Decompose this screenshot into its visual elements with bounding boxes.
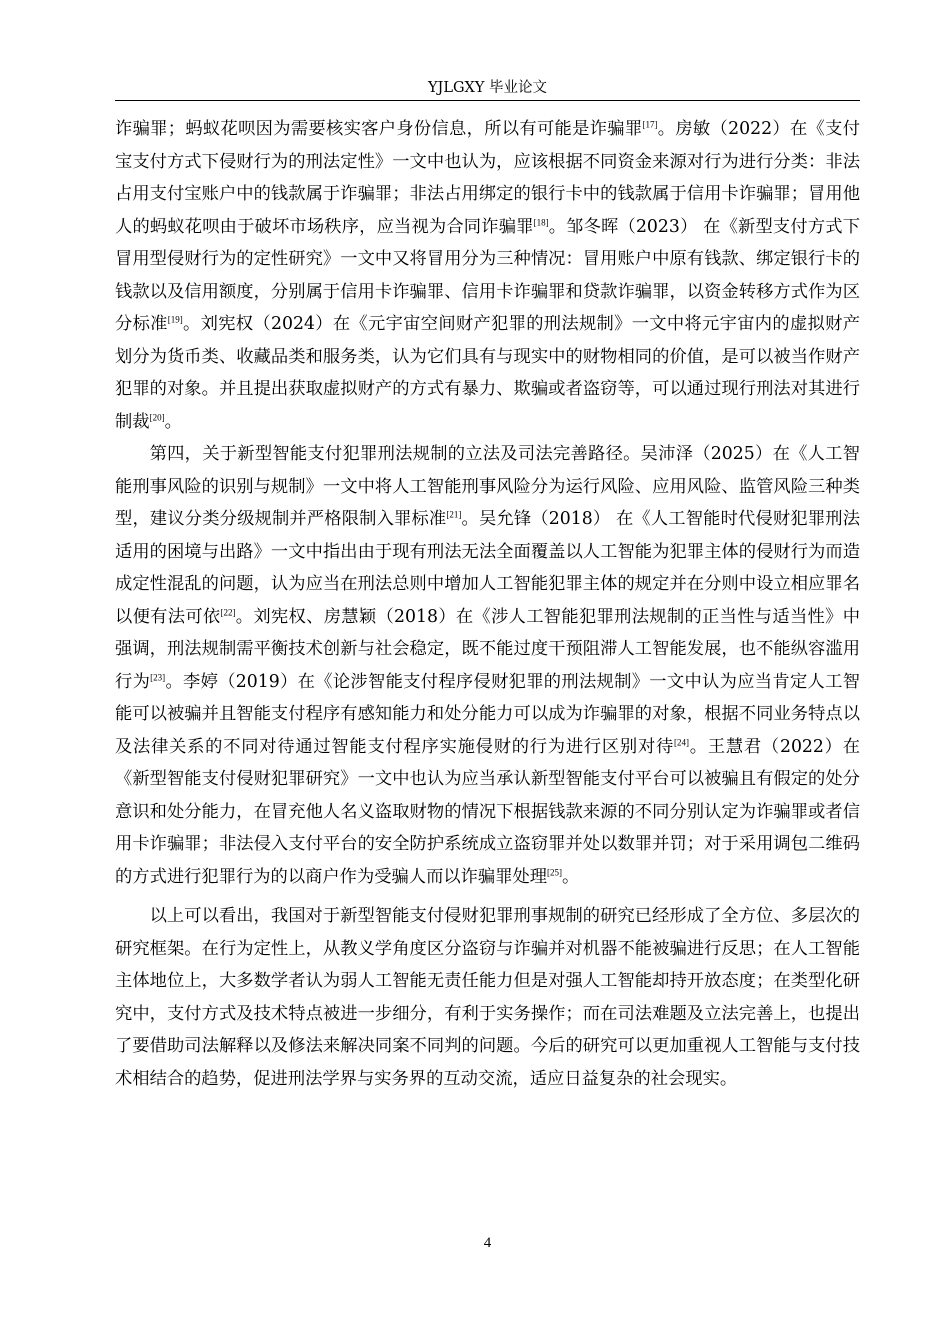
citation-marker: [18] <box>533 216 549 227</box>
running-header: YJLGXY 毕业论文 <box>427 80 548 96</box>
text-run: 。房敏（2022）在《支付宝支付方式下侵财行为的刑法定性》一文中也认为，应该根据不同资金来源对行为进行分类：非法占用支付宝账户中的钱款属于诈骗罪；非法占用绑定的银行卡中的钱款属于信用卡诈骗罪；冒用他人的蚂蚁花呗由于破坏市场秩序，应当视为合同诈骗罪 <box>115 119 860 237</box>
text-run: 。 <box>562 866 580 887</box>
text-run: 。吴允锋（2018） 在《人工智能时代侵财犯罪刑法适用的困境与出路》一文中指出由于现有刑法无法全面覆盖以人工智能为犯罪主体的侵财行为而造成定性混乱的问题，认为应当在刑法总则中增加人工智能犯罪主体的规定并在分则中设立相应罪名以便有法可依 <box>115 509 860 627</box>
text-run: 。刘宪权（2024）在《元宇宙空间财产犯罪的刑法规制》一文中将元宇宙内的虚拟财产划分为货币类、收藏品类和服务类，认为它们具有与现实中的财物相同的价值，是可以被当作财产犯罪的对象。并且提出获取虚拟财产的方式有暴力、欺骗或者盗窃等，可以通过现行刑法对其进行制裁 <box>115 314 860 432</box>
body-paragraph <box>115 438 860 893</box>
text-run: 。王慧君（2022）在《新型智能支付侵财犯罪研究》一文中也认为应当承认新型智能支付平台可以被骗且有假定的处分意识和处分能力，在冒充他人名义盗取财物的情况下根据钱款来源的不同分别认定为诈骗罪或者信用卡诈骗罪；非法侵入支付平台的安全防护系统成立盗窃罪并处以数罪并罚；对于采用调包二维码的方式进行犯罪行为的以商户作为受骗人而以诈骗罪处理 <box>115 736 860 887</box>
page-number: 4 <box>483 1235 492 1251</box>
body-paragraph <box>115 113 860 438</box>
text-run: 。李婷（2019）在《论涉智能支付程序侵财犯罪的刑法规制》一文中认为应当肯定人工智能可以被骗并且智能支付程序有感知能力和处分能力可以成为诈骗罪的对象，根据不同业务特点以及法律关系的不同对待通过智能支付程序实施侵财的行为进行区别对待 <box>115 671 860 757</box>
citation-marker: [22] <box>220 606 236 617</box>
text-run: 。邹冬晖（2023） 在《新型支付方式下冒用型侵财行为的定性研究》一文中又将冒用分为三种情况：冒用账户中原有钱款、绑定银行卡的钱款以及信用额度，分别属于信用卡诈骗罪、信用卡诈骗罪和贷款诈骗罪，以资金转移方式作为区分标准 <box>115 216 860 334</box>
header-rule <box>115 100 860 101</box>
text-run: 第四，关于新型智能支付犯罪刑法规制的立法及司法完善路径。吴沛泽（2025）在《人工智能刑事风险的识别与规制》一文中将人工智能刑事风险分为运行风险、应用风险、监管风险三种类型，建议分类分级规制并严格限制入罪标准 <box>115 444 860 529</box>
body-paragraph <box>115 900 860 1095</box>
text-run: 诈骗罪；蚂蚁花呗因为需要核实客户身份信息，所以有可能是诈骗罪 <box>115 119 643 139</box>
citation-marker: [17] <box>642 119 658 130</box>
citation-marker: [19] <box>167 314 183 325</box>
text-run: 。 <box>164 411 182 432</box>
citation-marker: [23] <box>150 671 166 682</box>
text-run: 以上可以看出，我国对于新型智能支付侵财犯罪刑事规制的研究已经形成了全方位、多层次的研究框架。在行为定性上，从教义学角度区分盗窃与诈骗并对机器不能被骗进行反思；在人工智能主体地位上，大多数学者认为弱人工智能无责任能力但是对强人工智能却持开放态度；在类型化研究中，支付方式及技术特点被进一步细分，有利于实务操作；而在司法难题及立法完善上，也提出了要借助司法解释以及修法来解决同案不同判的问题。今后的研究可以更加重视人工智能与支付技术相结合的趋势，促进刑法学界与实务界的互动交流，适应日益复杂的社会现实。 <box>115 906 860 1089</box>
text-run: 。刘宪权、房慧颖（2018）在《涉人工智能犯罪刑法规制的正当性与适当性》中强调，刑法规制需平衡技术创新与社会稳定，既不能过度干预阻滞人工智能发展，也不能纵容滥用行为 <box>115 606 860 692</box>
citation-marker: [25] <box>547 866 563 877</box>
citation-marker: [24] <box>674 736 690 747</box>
citation-marker: [20] <box>149 411 165 422</box>
citation-marker: [21] <box>446 509 462 520</box>
body-text <box>115 113 860 1095</box>
